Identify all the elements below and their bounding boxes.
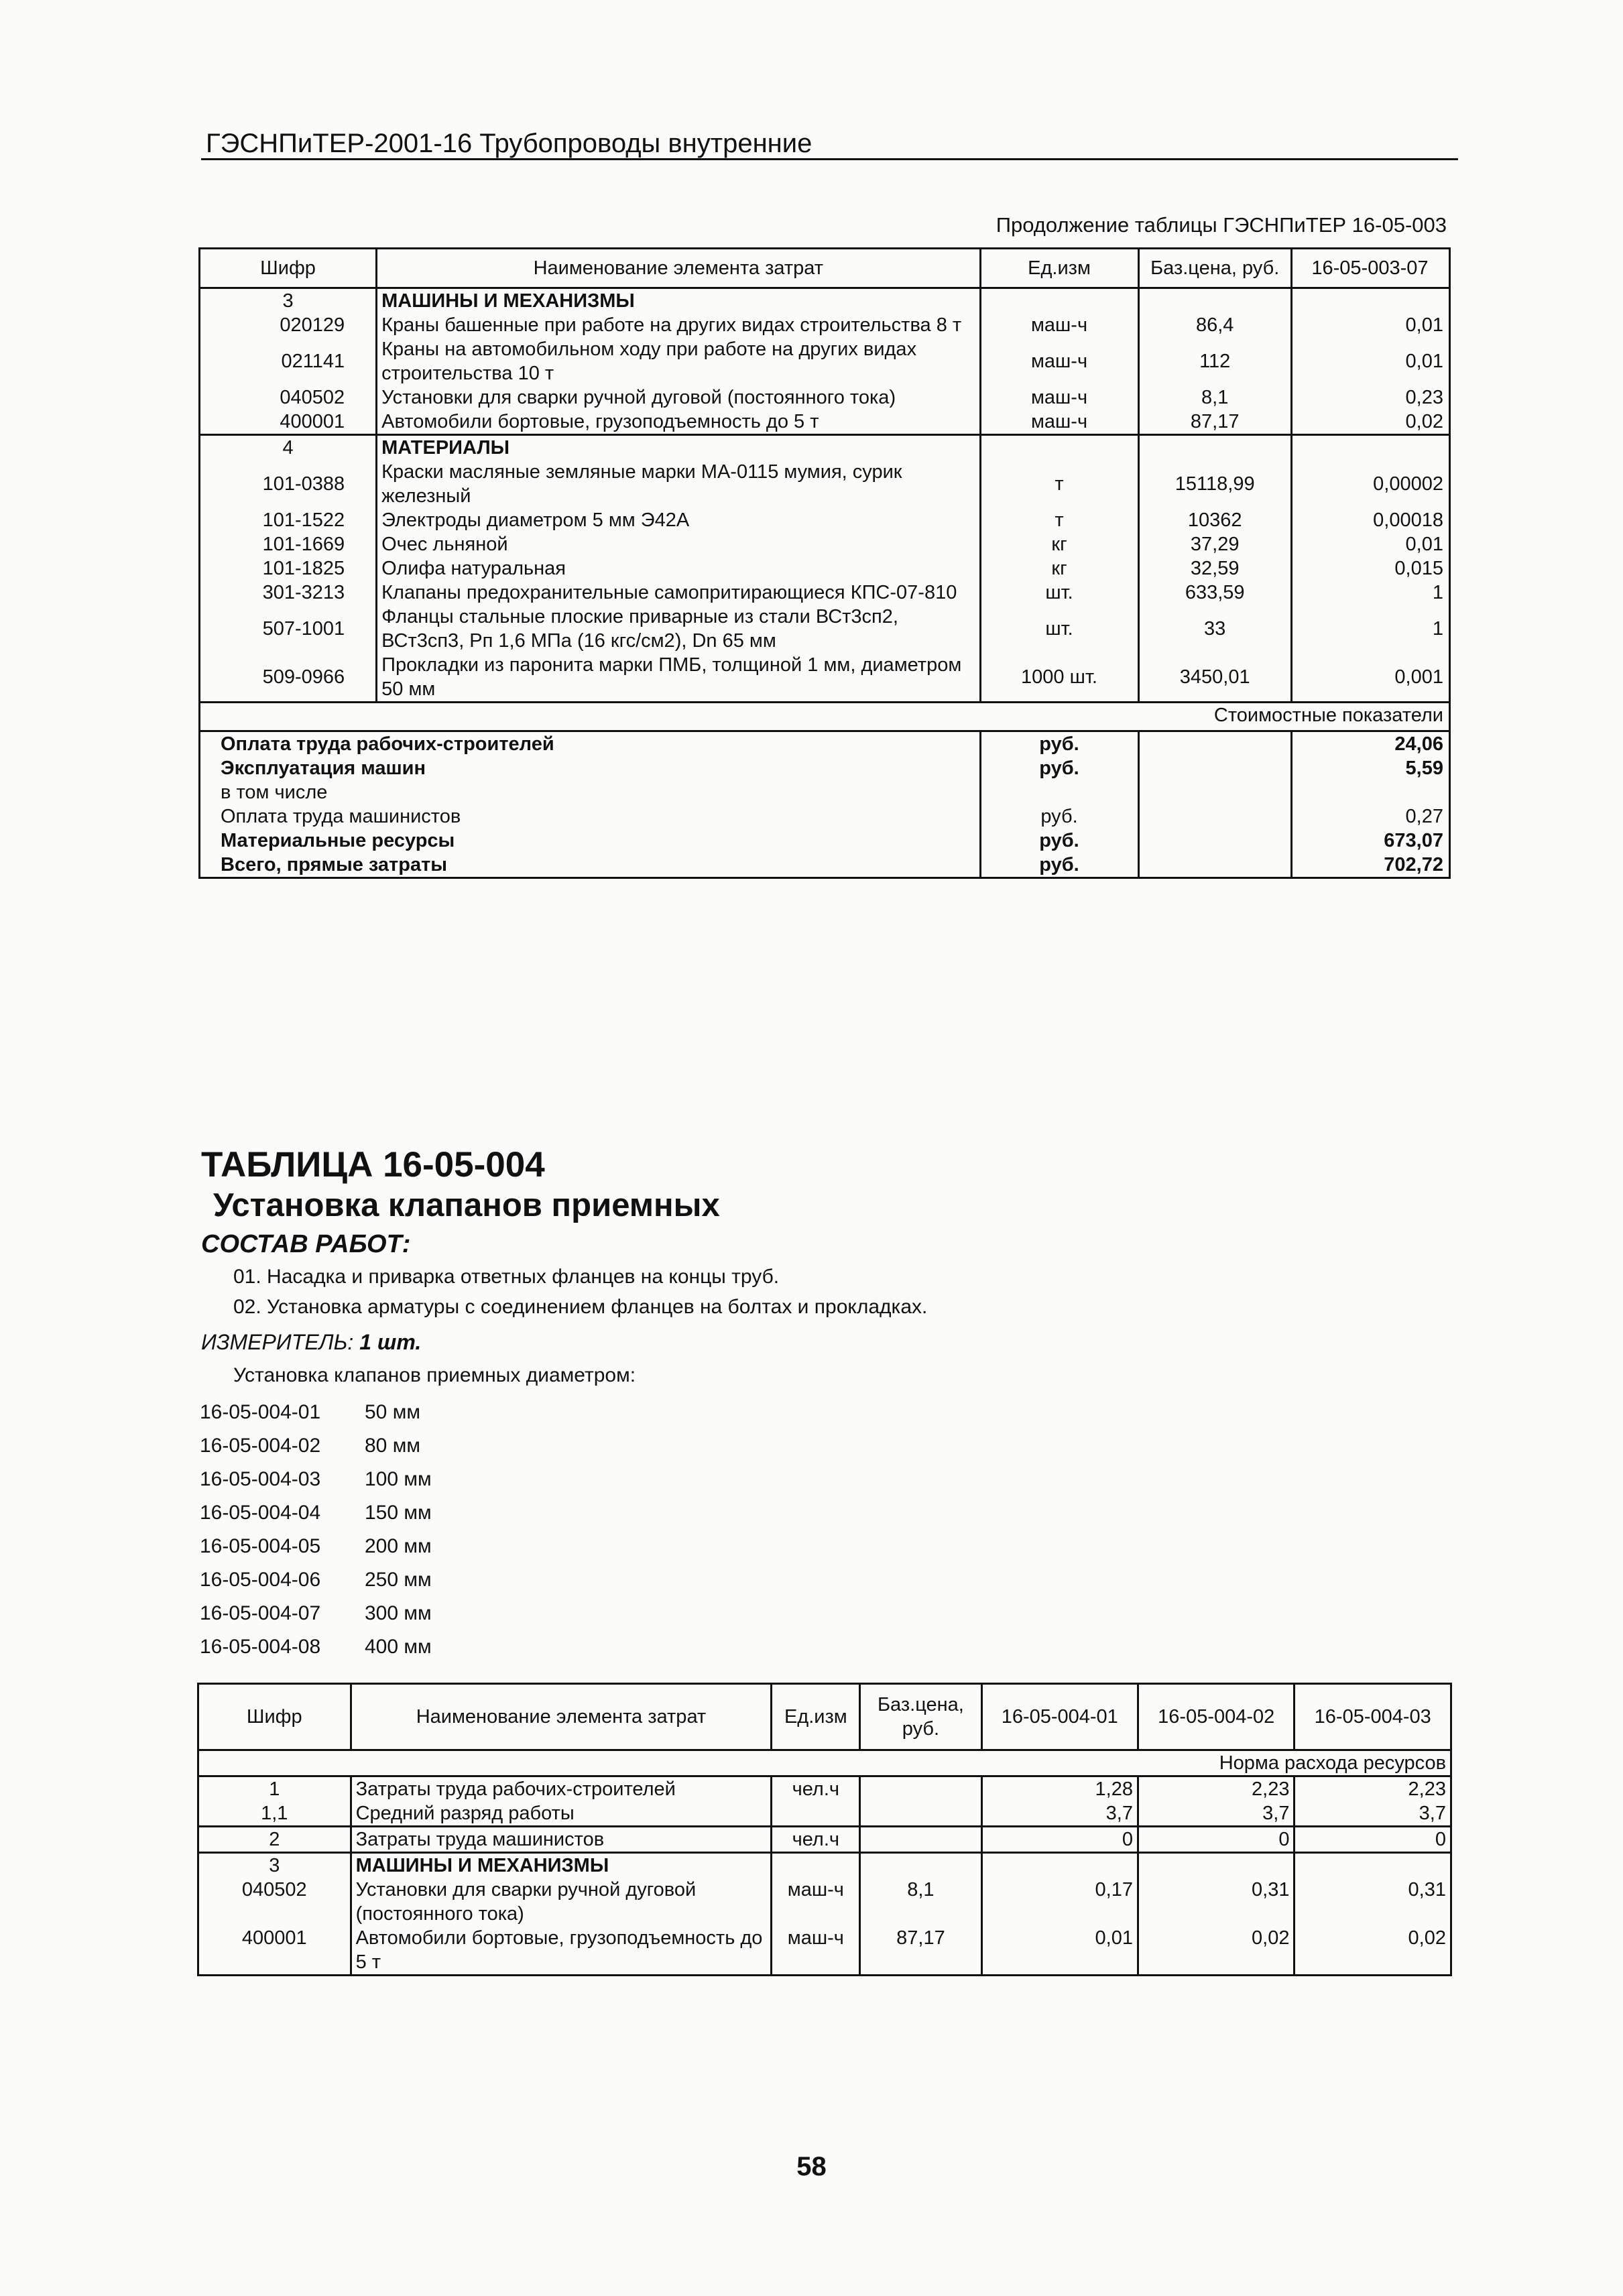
- cost-label: Материальные ресурсы: [200, 829, 981, 853]
- variant-size: 250 мм: [365, 1569, 432, 1591]
- variant-item: [200, 1597, 432, 1630]
- cost-row: [200, 756, 1450, 780]
- resource-name: Затраты труда машинистов: [351, 1827, 772, 1853]
- resource-value: [1295, 1853, 1451, 1878]
- resource-value: 0,02: [1138, 1926, 1295, 1976]
- resource-unit: [772, 1801, 860, 1827]
- cost-label: Оплата труда машинистов: [200, 804, 981, 829]
- work-step: 01. Насадка и приварка ответных фланцев на концы труб.: [233, 1266, 780, 1288]
- resource-price: 112: [1138, 337, 1291, 385]
- cost-row: [200, 780, 1450, 804]
- resource-unit: кг: [980, 556, 1138, 581]
- resource-value: 3,7: [1138, 1801, 1295, 1827]
- empty-cell: [980, 288, 1138, 314]
- table-row: [200, 605, 1450, 653]
- cost-value: 702,72: [1291, 853, 1449, 878]
- empty-cell: [1138, 804, 1291, 829]
- table-row: [198, 1827, 1451, 1853]
- column-header: Шифр: [198, 1684, 351, 1750]
- resource-unit: шт.: [980, 605, 1138, 653]
- column-header: Наименование элемента затрат: [377, 249, 980, 288]
- resource-value: 0,01: [1291, 313, 1449, 337]
- resource-unit: чел.ч: [772, 1827, 860, 1853]
- measurement-label: ИЗМЕРИТЕЛЬ:: [201, 1330, 354, 1354]
- variant-item: [200, 1463, 432, 1496]
- table-row: [200, 460, 1450, 508]
- resource-name: Фланцы стальные плоские приварные из стали ВСт3сп2, ВСт3сп3, Рп 1,6 МПа (16 кгс/см2), Dn 65 мм: [377, 605, 980, 653]
- cost-label: Всего, прямые затраты: [200, 853, 981, 878]
- cost-label: в том числе: [200, 780, 981, 804]
- cost-value: 0,27: [1291, 804, 1449, 829]
- empty-cell: [1138, 829, 1291, 853]
- empty-cell: [1138, 780, 1291, 804]
- header-rule: [201, 158, 1458, 160]
- cost-row: [200, 829, 1450, 853]
- table-row: [200, 581, 1450, 605]
- cost-header-row: [200, 703, 1450, 731]
- table-row: [200, 653, 1450, 703]
- resource-price: 15118,99: [1138, 460, 1291, 508]
- resource-price: 33: [1138, 605, 1291, 653]
- resource-value: 3,7: [1295, 1801, 1451, 1827]
- resource-value: 3,7: [981, 1801, 1138, 1827]
- variant-code: 16-05-004-04: [200, 1502, 321, 1524]
- resource-table-16-05-003: [198, 247, 1451, 879]
- cost-label: Эксплуатация машин: [200, 756, 981, 780]
- resource-price: 10362: [1138, 508, 1291, 532]
- resource-code: 1: [198, 1776, 351, 1802]
- table-row: [198, 1801, 1451, 1827]
- resource-value: 0,001: [1291, 653, 1449, 703]
- variant-item: [200, 1429, 432, 1463]
- resource-value: [1138, 1853, 1295, 1878]
- norm-header-row: [198, 1750, 1451, 1776]
- resource-value: 0,02: [1295, 1926, 1451, 1976]
- resource-name: Затраты труда рабочих-строителей: [351, 1776, 772, 1802]
- cost-unit: руб.: [980, 756, 1138, 780]
- table-row: [198, 1878, 1451, 1926]
- cost-header: Стоимостные показатели: [200, 703, 1450, 731]
- variant-code: 16-05-004-02: [200, 1435, 321, 1457]
- cost-value: 673,07: [1291, 829, 1449, 853]
- resource-unit: кг: [980, 532, 1138, 556]
- resource-unit: маш-ч: [980, 385, 1138, 410]
- table-row: [200, 385, 1450, 410]
- table1-caption: Продолжение таблицы ГЭСНПиТЕР 16-05-003: [996, 213, 1447, 237]
- resource-code: 400001: [200, 410, 377, 435]
- column-header: 16-05-004-03: [1295, 1684, 1451, 1750]
- resource-value: 0,00018: [1291, 508, 1449, 532]
- resource-value: 0,00002: [1291, 460, 1449, 508]
- resource-name: Электроды диаметром 5 мм Э42А: [377, 508, 980, 532]
- resource-name: Клапаны предохранительные самопритирающиеся КПС-07-810: [377, 581, 980, 605]
- table-row: [200, 556, 1450, 581]
- cost-label: Оплата труда рабочих-строителей: [200, 731, 981, 757]
- resource-code: 101-1669: [200, 532, 377, 556]
- empty-cell: [1138, 853, 1291, 878]
- resource-code: 040502: [200, 385, 377, 410]
- norm-header: Норма расхода ресурсов: [198, 1750, 1451, 1776]
- variant-size: 400 мм: [365, 1636, 432, 1658]
- variant-code: 16-05-004-08: [200, 1636, 321, 1658]
- resource-value: 2,23: [1295, 1776, 1451, 1802]
- empty-cell: [980, 435, 1138, 461]
- resource-price: 87,17: [1138, 410, 1291, 435]
- resource-value: 0,01: [1291, 532, 1449, 556]
- resource-value: 1: [1291, 581, 1449, 605]
- resource-name: Очес льняной: [377, 532, 980, 556]
- section-row: [200, 288, 1450, 314]
- work-step: 02. Установка арматуры с соединением фланцев на болтах и прокладках.: [233, 1296, 928, 1318]
- column-header: 16-05-004-01: [981, 1684, 1138, 1750]
- resource-price: [860, 1853, 981, 1878]
- resource-code: 509-0966: [200, 653, 377, 703]
- cost-unit: руб.: [980, 829, 1138, 853]
- resource-unit: маш-ч: [980, 337, 1138, 385]
- page-number: 58: [796, 2152, 827, 2181]
- resource-code: 507-1001: [200, 605, 377, 653]
- table-row: [200, 532, 1450, 556]
- table-row: [200, 410, 1450, 435]
- variant-code: 16-05-004-01: [200, 1401, 321, 1423]
- resource-price: 3450,01: [1138, 653, 1291, 703]
- resource-code: 101-1825: [200, 556, 377, 581]
- column-header: Наименование элемента затрат: [351, 1684, 772, 1750]
- empty-cell: [1291, 288, 1449, 314]
- empty-cell: [1138, 435, 1291, 461]
- section-number: 3: [200, 288, 377, 314]
- variant-size: 80 мм: [365, 1435, 420, 1457]
- resource-unit: маш-ч: [980, 410, 1138, 435]
- resource-unit: маш-ч: [772, 1926, 860, 1976]
- cost-value: [1291, 780, 1449, 804]
- resource-name: Прокладки из паронита марки ПМБ, толщиной 1 мм, диаметром 50 мм: [377, 653, 980, 703]
- table-body: [198, 1750, 1451, 1976]
- resource-price: [860, 1776, 981, 1802]
- empty-cell: [1138, 756, 1291, 780]
- resource-name: Олифа натуральная: [377, 556, 980, 581]
- resource-code: 2: [198, 1827, 351, 1853]
- resource-value: 2,23: [1138, 1776, 1295, 1802]
- resource-value: [981, 1853, 1138, 1878]
- column-header: Баз.цена, руб.: [1138, 249, 1291, 288]
- resource-unit: маш-ч: [980, 313, 1138, 337]
- variant-size: 300 мм: [365, 1602, 432, 1624]
- table-title: ТАБЛИЦА 16-05-004: [201, 1145, 545, 1185]
- column-header: Ед.изм: [980, 249, 1138, 288]
- table-header-row: [200, 249, 1450, 288]
- table-row: [198, 1853, 1451, 1878]
- resource-name: Установки для сварки ручной дуговой (постоянного тока): [377, 385, 980, 410]
- resource-code: 301-3213: [200, 581, 377, 605]
- resource-value: 0,01: [981, 1926, 1138, 1976]
- resource-name: Установки для сварки ручной дуговой (постоянного тока): [351, 1878, 772, 1926]
- table-row: [198, 1776, 1451, 1802]
- resource-name: Автомобили бортовые, грузоподъемность до 5 т: [351, 1926, 772, 1976]
- resource-value: 0,02: [1291, 410, 1449, 435]
- section-row: [200, 435, 1450, 461]
- section-title: МАТЕРИАЛЫ: [377, 435, 980, 461]
- page-header: ГЭСНПиТЕР-2001-16 Трубопроводы внутренние: [206, 129, 813, 158]
- resource-price: 633,59: [1138, 581, 1291, 605]
- resource-value: 0: [1295, 1827, 1451, 1853]
- cost-value: 5,59: [1291, 756, 1449, 780]
- resource-value: 0: [1138, 1827, 1295, 1853]
- section-title: МАШИНЫ И МЕХАНИЗМЫ: [377, 288, 980, 314]
- table-subtitle: Установка клапанов приемных: [213, 1187, 720, 1223]
- resource-code: 101-1522: [200, 508, 377, 532]
- resource-value: 0,17: [981, 1878, 1138, 1926]
- resource-price: 86,4: [1138, 313, 1291, 337]
- empty-cell: [1138, 288, 1291, 314]
- variant-code: 16-05-004-07: [200, 1602, 321, 1624]
- resource-value: 0,01: [1291, 337, 1449, 385]
- variant-list: [200, 1396, 432, 1664]
- resource-name: Средний разряд работы: [351, 1801, 772, 1827]
- resource-name: МАШИНЫ И МЕХАНИЗМЫ: [351, 1853, 772, 1878]
- variant-size: 100 мм: [365, 1468, 432, 1490]
- resource-price: 8,1: [860, 1878, 981, 1926]
- column-header: 16-05-003-07: [1291, 249, 1449, 288]
- resource-code: 3: [198, 1853, 351, 1878]
- resource-value: 0,31: [1295, 1878, 1451, 1926]
- variant-item: [200, 1396, 432, 1429]
- resource-value: 0,015: [1291, 556, 1449, 581]
- variants-intro: Установка клапанов приемных диаметром:: [233, 1364, 636, 1386]
- resource-value: 1: [1291, 605, 1449, 653]
- resource-unit: т: [980, 460, 1138, 508]
- resource-code: 040502: [198, 1878, 351, 1926]
- resource-name: Краны башенные при работе на других видах строительства 8 т: [377, 313, 980, 337]
- variant-code: 16-05-004-05: [200, 1535, 321, 1557]
- variant-item: [200, 1563, 432, 1597]
- resource-code: 020129: [200, 313, 377, 337]
- column-header: Баз.цена, руб.: [860, 1684, 981, 1750]
- measurement-value: 1 шт.: [359, 1330, 422, 1354]
- resource-value: 0,23: [1291, 385, 1449, 410]
- resource-unit: [772, 1853, 860, 1878]
- resource-unit: 1000 шт.: [980, 653, 1138, 703]
- resource-value: 1,28: [981, 1776, 1138, 1802]
- resource-name: Краны на автомобильном ходу при работе на других видах строительства 10 т: [377, 337, 980, 385]
- table-row: [198, 1926, 1451, 1976]
- work-composition-heading: СОСТАВ РАБОТ:: [201, 1230, 411, 1258]
- cost-value: 24,06: [1291, 731, 1449, 757]
- resource-unit: маш-ч: [772, 1878, 860, 1926]
- resource-price: 37,29: [1138, 532, 1291, 556]
- cost-unit: руб.: [980, 853, 1138, 878]
- column-header: Шифр: [200, 249, 377, 288]
- section-number: 4: [200, 435, 377, 461]
- column-header: 16-05-004-02: [1138, 1684, 1295, 1750]
- variant-code: 16-05-004-06: [200, 1569, 321, 1591]
- cost-unit: руб.: [980, 804, 1138, 829]
- empty-cell: [1138, 731, 1291, 757]
- table-body: [200, 288, 1450, 878]
- resource-value: 0: [981, 1827, 1138, 1853]
- variant-item: [200, 1496, 432, 1530]
- variant-size: 150 мм: [365, 1502, 432, 1524]
- empty-cell: [1291, 435, 1449, 461]
- table-header-row: [198, 1684, 1451, 1750]
- resource-price: 32,59: [1138, 556, 1291, 581]
- table-row: [200, 313, 1450, 337]
- variant-item: [200, 1630, 432, 1664]
- variant-code: 16-05-004-03: [200, 1468, 321, 1490]
- resource-table-16-05-004: [197, 1683, 1452, 1976]
- resource-price: 87,17: [860, 1926, 981, 1976]
- cost-unit: [980, 780, 1138, 804]
- resource-price: [860, 1801, 981, 1827]
- table-row: [200, 337, 1450, 385]
- variant-item: [200, 1530, 432, 1563]
- variant-size: 50 мм: [365, 1401, 420, 1423]
- resource-price: 8,1: [1138, 385, 1291, 410]
- resource-name: Автомобили бортовые, грузоподъемность до 5 т: [377, 410, 980, 435]
- cost-row: [200, 731, 1450, 757]
- resource-value: 0,31: [1138, 1878, 1295, 1926]
- resource-code: 400001: [198, 1926, 351, 1976]
- resource-code: 101-0388: [200, 460, 377, 508]
- cost-row: [200, 853, 1450, 878]
- resource-unit: шт.: [980, 581, 1138, 605]
- resource-unit: т: [980, 508, 1138, 532]
- cost-row: [200, 804, 1450, 829]
- column-header: Ед.изм: [772, 1684, 860, 1750]
- resource-code: 021141: [200, 337, 377, 385]
- resource-unit: чел.ч: [772, 1776, 860, 1802]
- cost-unit: руб.: [980, 731, 1138, 757]
- variant-size: 200 мм: [365, 1535, 432, 1557]
- table-row: [200, 508, 1450, 532]
- resource-code: 1,1: [198, 1801, 351, 1827]
- resource-name: Краски масляные земляные марки МА-0115 мумия, сурик железный: [377, 460, 980, 508]
- measurement-unit: [201, 1329, 421, 1355]
- resource-price: [860, 1827, 981, 1853]
